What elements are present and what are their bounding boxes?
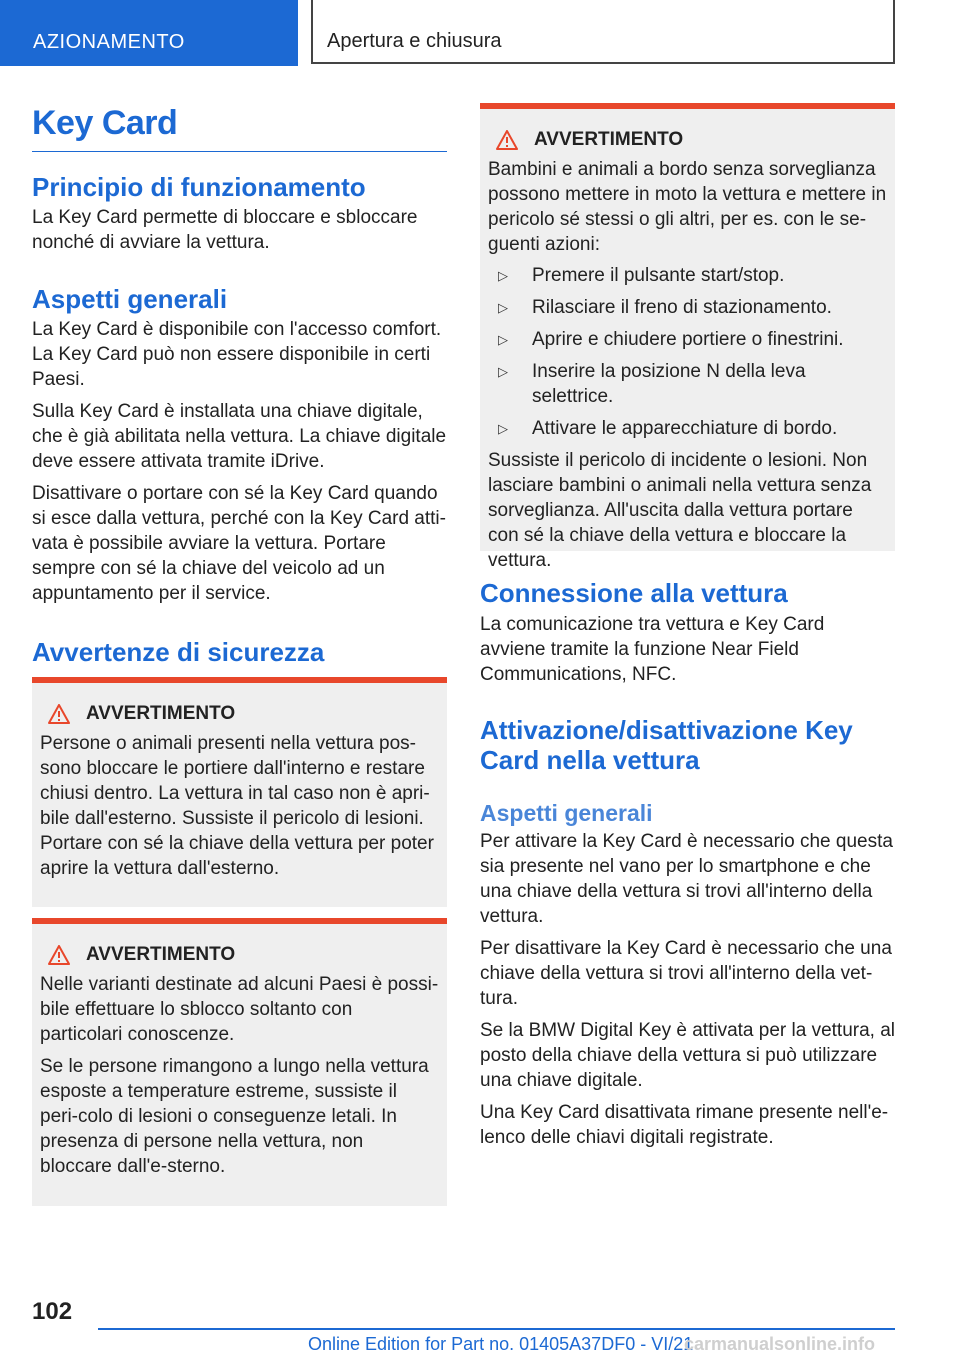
text-aspetti-3: Disattivare o portare con sé la Key Card quando si esce dalla vettura, perché con la Key Card atti-vata è possibile avviare la vettura. Portare sempre con sé la chiave del veicolo ad un appuntamento per il service. bbox=[32, 483, 446, 604]
text-attivazione-4: Una Key Card disattivata rimane presente nell'e-lenco delle chiavi digitali registrate. bbox=[480, 1102, 889, 1148]
warning-triangle-icon bbox=[48, 704, 70, 724]
triangle-right-icon: ▷ bbox=[498, 421, 508, 436]
page-number: 102 bbox=[32, 1298, 73, 1325]
section-attivazione bbox=[480, 715, 895, 1150]
text-attivazione-2: Per disattivare la Key Card è necessario che una chiave della vettura si trovi all'interno della vet-tura. bbox=[480, 938, 892, 1009]
text-attivazione-1: Per attivare la Key Card è necessario che questa sia presente nel vano per lo smartphone e che una chiave della vettura si trovi all'interno della vettura. bbox=[480, 831, 893, 927]
subheading-aspetti-generali: Aspetti generali bbox=[480, 800, 653, 826]
list-item: ▷ Aprire e chiudere portiere o finestrini. bbox=[498, 329, 844, 350]
warning-title-2 bbox=[40, 942, 439, 968]
watermark: carmanualsonline.info bbox=[684, 1334, 876, 1354]
list-item: ▷ Attivare le apparecchiature di bordo. bbox=[498, 418, 838, 439]
text-aspetti-2: Sulla Key Card è installata una chiave digitale, che è già abilitata nella vettura. La chiave digitale deve essere attivata tramite iDrive. bbox=[32, 401, 447, 472]
warning-title-3 bbox=[488, 127, 887, 153]
warning-title-text-3: AVVERTIMENTO bbox=[534, 129, 684, 150]
warning-title-1 bbox=[40, 701, 439, 727]
warning-title-text-2: AVVERTIMENTO bbox=[86, 944, 236, 965]
warning-text-2a: Nelle varianti destinate ad alcuni Paesi è possi-bile effettuare lo sblocco soltanto con particolari conoscenze. bbox=[40, 974, 439, 1045]
footer-edition: Online Edition for Part no. 01405A37DF0 - VI/21 bbox=[308, 1334, 694, 1354]
warning-triangle-icon bbox=[496, 130, 518, 150]
warning-text-1: Persone o animali presenti nella vettura pos-sono bloccare le portiere dall'interno e restare chiusi dentro. La vettura in tal caso non è apri-bile dall'esterno. Sussiste il pericolo di lesioni. Portare con sé la chiave della vettura per poter aprire la vettura dall'esterno. bbox=[40, 733, 434, 879]
text-attivazione-3: Se la BMW Digital Key è attivata per la vettura, al posto della chiave della vettura si può utilizzare una chiave digitale. bbox=[480, 1020, 896, 1091]
header-section-tab bbox=[0, 0, 298, 66]
warning-outro-3: Sussiste il pericolo di incidente o lesioni. Non lasciare bambini o animali nella vettura senza sorveglianza. All'uscita dalla vettura portare con sé la chiave della vettura e bloccare la vettura. bbox=[488, 450, 872, 571]
section-aspetti bbox=[32, 284, 447, 606]
heading-aspetti: Aspetti generali bbox=[32, 284, 228, 314]
warning-intro-3: Bambini e animali a bordo senza sorveglianza possono mettere in moto la vettura e mettere in pericolo sé stessi o gli altri, per es. con le se-guenti azioni: bbox=[488, 159, 887, 255]
heading-principio: Principio di funzionamento bbox=[32, 172, 366, 202]
page-title: Key Card bbox=[32, 104, 447, 152]
triangle-right-icon: ▷ bbox=[498, 332, 508, 347]
warning-box-2 bbox=[32, 918, 447, 1206]
header-chapter-label: Apertura e chiusura bbox=[327, 30, 502, 52]
heading-connessione: Connessione alla vettura bbox=[480, 578, 788, 608]
heading-avvertenze: Avvertenze di sicurezza bbox=[32, 637, 325, 667]
text-aspetti-1: La Key Card è disponibile con l'accesso comfort. La Key Card può non essere disponibile in certi Paesi. bbox=[32, 319, 442, 390]
list-item: ▷ Rilasciare il freno di stazionamento. bbox=[498, 297, 832, 318]
section-principio bbox=[32, 172, 447, 255]
text-principio: La Key Card permette di bloccare e sbloccare nonché di avviare la vettura. bbox=[32, 207, 418, 253]
warning-title-text-1: AVVERTIMENTO bbox=[86, 703, 236, 724]
triangle-right-icon: ▷ bbox=[498, 364, 508, 379]
footer-divider bbox=[98, 1328, 895, 1330]
warning-action-list bbox=[488, 263, 887, 441]
header-section-label: AZIONAMENTO bbox=[33, 31, 185, 53]
list-item: ▷ Inserire la posizione N della leva selettrice. bbox=[498, 361, 806, 407]
warning-box-1 bbox=[32, 677, 447, 907]
warning-text-2b: Se le persone rimangono a lungo nella vettura esposte a temperature estreme, sussiste il peri-colo di lesioni o conseguenze letali. In presenza di persone nella vettura, non bloccare dall'e-sterno. bbox=[40, 1056, 429, 1177]
triangle-right-icon: ▷ bbox=[498, 300, 508, 315]
section-connessione bbox=[480, 578, 895, 687]
heading-attivazione: Attivazione/disattivazione Key Card nella vettura bbox=[480, 715, 853, 775]
list-item: ▷ Premere il pulsante start/stop. bbox=[498, 265, 785, 286]
warning-triangle-icon bbox=[48, 945, 70, 965]
header-chapter-box bbox=[311, 0, 895, 64]
section-avvertenze bbox=[32, 637, 447, 667]
triangle-right-icon: ▷ bbox=[498, 268, 508, 283]
text-connessione: La comunicazione tra vettura e Key Card avviene tramite la funzione Near Field Communications, NFC. bbox=[480, 614, 825, 685]
warning-box-3 bbox=[480, 103, 895, 571]
